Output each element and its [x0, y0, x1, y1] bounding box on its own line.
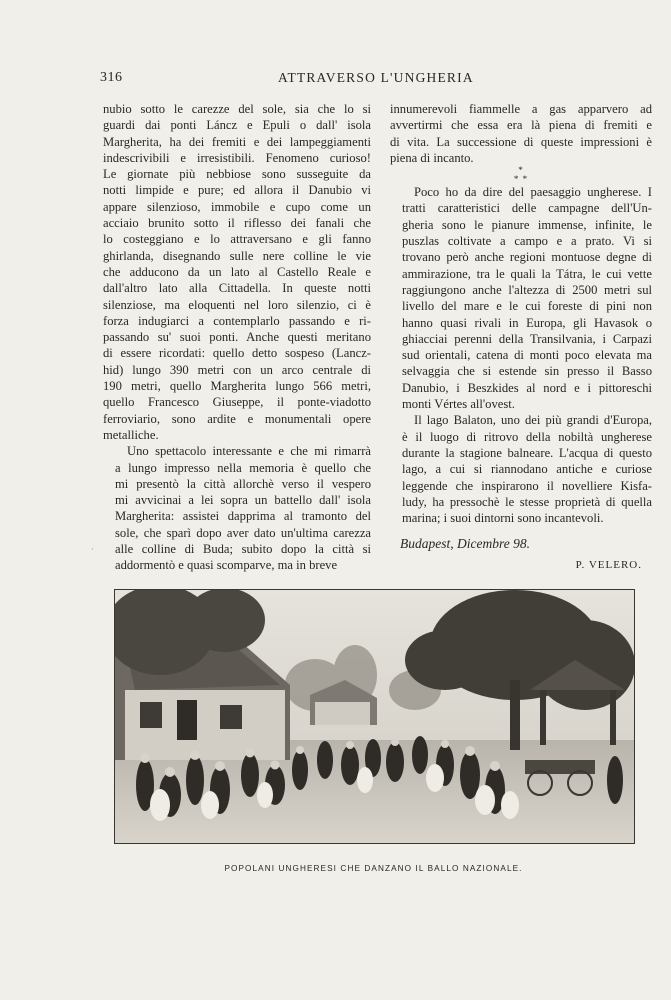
asterism-mark: * *: [513, 174, 529, 185]
right-column-opening-text: [390, 101, 652, 166]
text-line: Margherita, ha dei fremiti e dei lampeggiamenti: [103, 134, 371, 149]
text-paragraph: [103, 443, 371, 573]
text-line: puszlas coltivate a campo e a prato. Vi si: [402, 234, 652, 249]
text-line: alle colline di Buda; subito dopo la città si: [115, 542, 371, 557]
text-line: Le giornate più nebbiose sono susseguite da: [103, 167, 371, 182]
text-line: addormentò e quasi scomparve, ma in breve: [115, 558, 338, 573]
text-line: livello del mare e le cui foreste di pini non: [402, 299, 652, 314]
text-line: selvaggia che si estende sin presso il Basso: [402, 364, 652, 379]
engraving-illustration: [114, 589, 635, 844]
text-line: quello Francesco Giuseppe, il ponte-viadotto: [103, 395, 371, 410]
page-header: [100, 70, 540, 90]
running-title: ATTRAVERSO L'UNGHERIA: [278, 70, 474, 85]
text-line: mi avvicinai a lei sopra un battello dall' isola: [115, 493, 371, 508]
text-line: nubio sotto le carezze del sole, sia che lo si: [103, 102, 371, 116]
text-line: marina; i suoi dintorni sono incantevoli.: [402, 511, 604, 526]
text-line: Uno spettacolo interessante e che mi rimarrà: [127, 444, 371, 459]
text-line: Il lago Balaton, uno dei più grandi d'Europa,: [414, 413, 652, 428]
text-line: leggende che inspirarono il novelliere Kisfa-: [402, 478, 652, 493]
margin-dot: ·: [91, 545, 94, 554]
text-line: mi presentò la città allorchè verso il vespero: [115, 476, 371, 491]
text-line: indescrivibili e irresistibili. Fenomeno curioso!: [103, 150, 371, 165]
text-line: ghirlanda, disegnando sulle nere colline le vie: [103, 248, 371, 263]
text-line: forza indugiarci a contemplarlo passando e ri-: [103, 313, 371, 328]
text-line: sole, che sparì dopo aver dato un'ultima carezza: [115, 525, 371, 540]
text-line: lo costeggiano e lo attraversano e gli fanno: [103, 232, 371, 247]
author-signature: P. VELERO.: [575, 558, 642, 571]
text-line: Poco ho da dire del paesaggio ungherese. I: [414, 185, 652, 200]
text-line: Danubio, i Beszkides al nord e i pittoreschi: [402, 380, 652, 395]
text-line: di vita. La successione di queste impressioni è: [390, 134, 652, 149]
text-paragraph: [390, 101, 652, 166]
text-line: 190 metri, quello Margherita lungo 566 metri,: [103, 379, 371, 394]
text-line: passando su' suoi ponti. Anche questi meritano: [103, 330, 371, 345]
text-line: hanno quasi rivali in Europa, gli Havasok o: [402, 315, 652, 330]
text-line: piena di incanto.: [390, 150, 474, 165]
text-line: è il luogo di ritrovo della nobiltà ungherese: [402, 429, 652, 444]
text-line: lago, a cui si riannodano antiche e curiose: [402, 462, 652, 477]
text-line: ghiacciai perenni della Transilvania, i Carpazi: [402, 331, 652, 346]
right-text-column: [390, 101, 652, 573]
text-line: ammirazione, tra le quali la Tátra, le cui vette: [402, 266, 652, 281]
text-line: che adducono da un lato al Castello Reale e: [103, 264, 371, 279]
text-line: hid) lungo 390 metri con un arco centrale di: [103, 362, 371, 377]
text-line: raggiungono anche l'altezza di 2500 metri sul: [402, 282, 652, 297]
section-asterism: [390, 166, 652, 184]
right-column-body-text: [390, 184, 652, 526]
text-paragraph: [103, 101, 371, 443]
asterism-mark: *: [518, 165, 524, 176]
text-line: Margherita: assistei dapprima al tramonto del: [115, 509, 371, 524]
text-line: metalliche.: [103, 427, 159, 442]
text-line: avvertirmi che essa era là piena di fremiti e: [390, 118, 652, 133]
text-line: di essere ricordati: quello detto sospeso (Lancz-: [103, 346, 371, 361]
text-line: appare silenzioso, immobile e cupo come un: [103, 199, 371, 214]
text-line: dall'altro lato alla Cittadella. In queste notti: [103, 281, 371, 296]
page-number: 316: [100, 70, 123, 85]
text-line: notti limpide e pure; ed allora il Danubio vi: [103, 183, 371, 198]
text-line: guardi dai ponti Láncz e Epuli o dall' isola: [103, 118, 371, 133]
text-line: innumerevoli fiammelle a gas apparvero ad: [390, 102, 652, 116]
text-paragraph: [390, 412, 652, 526]
left-text-column: [103, 101, 371, 574]
figure-caption: POPOLANI UNGHERESI CHE DANZANO IL BALLO NAZIONALE.: [224, 864, 523, 873]
text-line: silenziose, ma eloquenti nel loro silenzio, ci è: [103, 297, 371, 312]
text-line: gheria sono le pianure immense, infinite, le: [402, 217, 652, 232]
text-line: a lungo impresso nella memoria è quello che: [115, 460, 371, 475]
text-line: ludy, ha pressochè le stesse proprietà di quella: [402, 494, 652, 509]
village-dance-scene: [115, 590, 634, 843]
text-line: monti Vértes all'ovest.: [402, 397, 515, 412]
text-line: durante la stagione balneare. L'acqua di questo: [402, 445, 652, 460]
dateline: Budapest, Dicembre 98.: [400, 536, 530, 552]
text-line: sud orientali, catena di monti poco elevata ma: [402, 348, 652, 363]
text-line: ferroviario, sono ardite e monumentali opere: [103, 411, 371, 426]
text-line: tratti caratteristici delle campagne dell'Un-: [402, 201, 652, 216]
text-paragraph: [390, 184, 652, 412]
text-line: trovano però anche regioni montuose degne di: [402, 250, 652, 265]
text-line: acciaio brunito sotto il riflesso dei fanali che: [103, 216, 371, 231]
